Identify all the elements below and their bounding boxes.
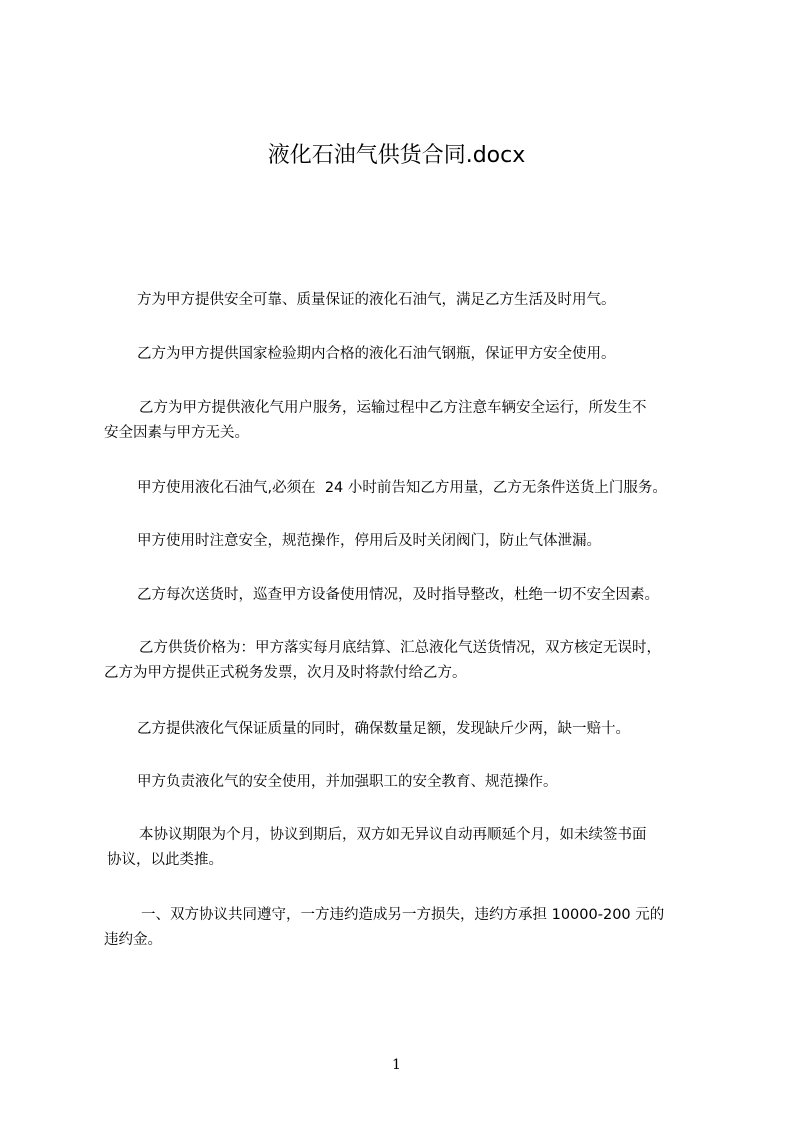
paragraph-line: 乙方提供液化气保证质量的同时，确保数量足额，发现缺斤少两，缺一赔十。: [137, 721, 630, 737]
paragraph-line: 方为甲方提供安全可靠、质量保证的液化石油气，满足乙方生活及时用气。: [137, 292, 616, 308]
paragraph-line: 乙方为甲方提供正式税务发票，次月及时将款付给乙方。: [104, 665, 467, 681]
paragraph-8: [104, 717, 724, 742]
paragraph-line: 违约金。: [104, 932, 162, 948]
paragraph-7: [104, 636, 724, 686]
paragraph-9: [104, 770, 724, 795]
paragraph-line: 一、双方协议共同遵守，一方违约造成另一方损失，违约方承担 10000-200 元的: [141, 907, 665, 923]
paragraph-line: 安全因素与甲方无关。: [104, 425, 249, 441]
paragraph-line: 甲方使用时注意安全，规范操作，停用后及时关闭阀门，防止气体泄漏。: [137, 533, 601, 549]
paragraph-line: 本协议期限为个月，协议到期后，双方如无异议自动再顺延个月，如未续签书面: [139, 827, 647, 843]
paragraph-2: [104, 342, 724, 367]
paragraph-line: 乙方为甲方提供液化气用户服务，运输过程中乙方注意车辆安全运行，所发生不: [139, 400, 647, 416]
paragraph-6: [104, 583, 724, 608]
paragraph-line: 乙方为甲方提供国家检验期内合格的液化石油气钢瓶，保证甲方安全使用。: [137, 346, 616, 362]
paragraph-4: [104, 476, 724, 501]
document-title: 液化石油气供货合同.docx: [267, 143, 526, 168]
paragraph-line: 甲方使用液化石油气,必须在 24 小时前告知乙方用量，乙方无条件送货上门服务。: [137, 480, 667, 496]
paragraph-1: [104, 288, 724, 313]
paragraph-5: [104, 529, 724, 554]
paragraph-line: 协议，以此类推。: [107, 852, 223, 868]
paragraph-line: 乙方供货价格为：甲方落实每月底结算、汇总液化气送货情况，双方核定无误时，: [139, 640, 661, 656]
paragraph-11: [104, 903, 724, 953]
page-number: 1: [392, 1057, 401, 1073]
paragraph-3: [104, 396, 724, 446]
paragraph-line: 甲方负责液化气的安全使用，并加强职工的安全教育、规范操作。: [137, 774, 558, 790]
paragraph-line: 乙方每次送货时，巡查甲方设备使用情况，及时指导整改，杜绝一切不安全因素。: [137, 587, 659, 603]
paragraph-10: [104, 823, 724, 873]
